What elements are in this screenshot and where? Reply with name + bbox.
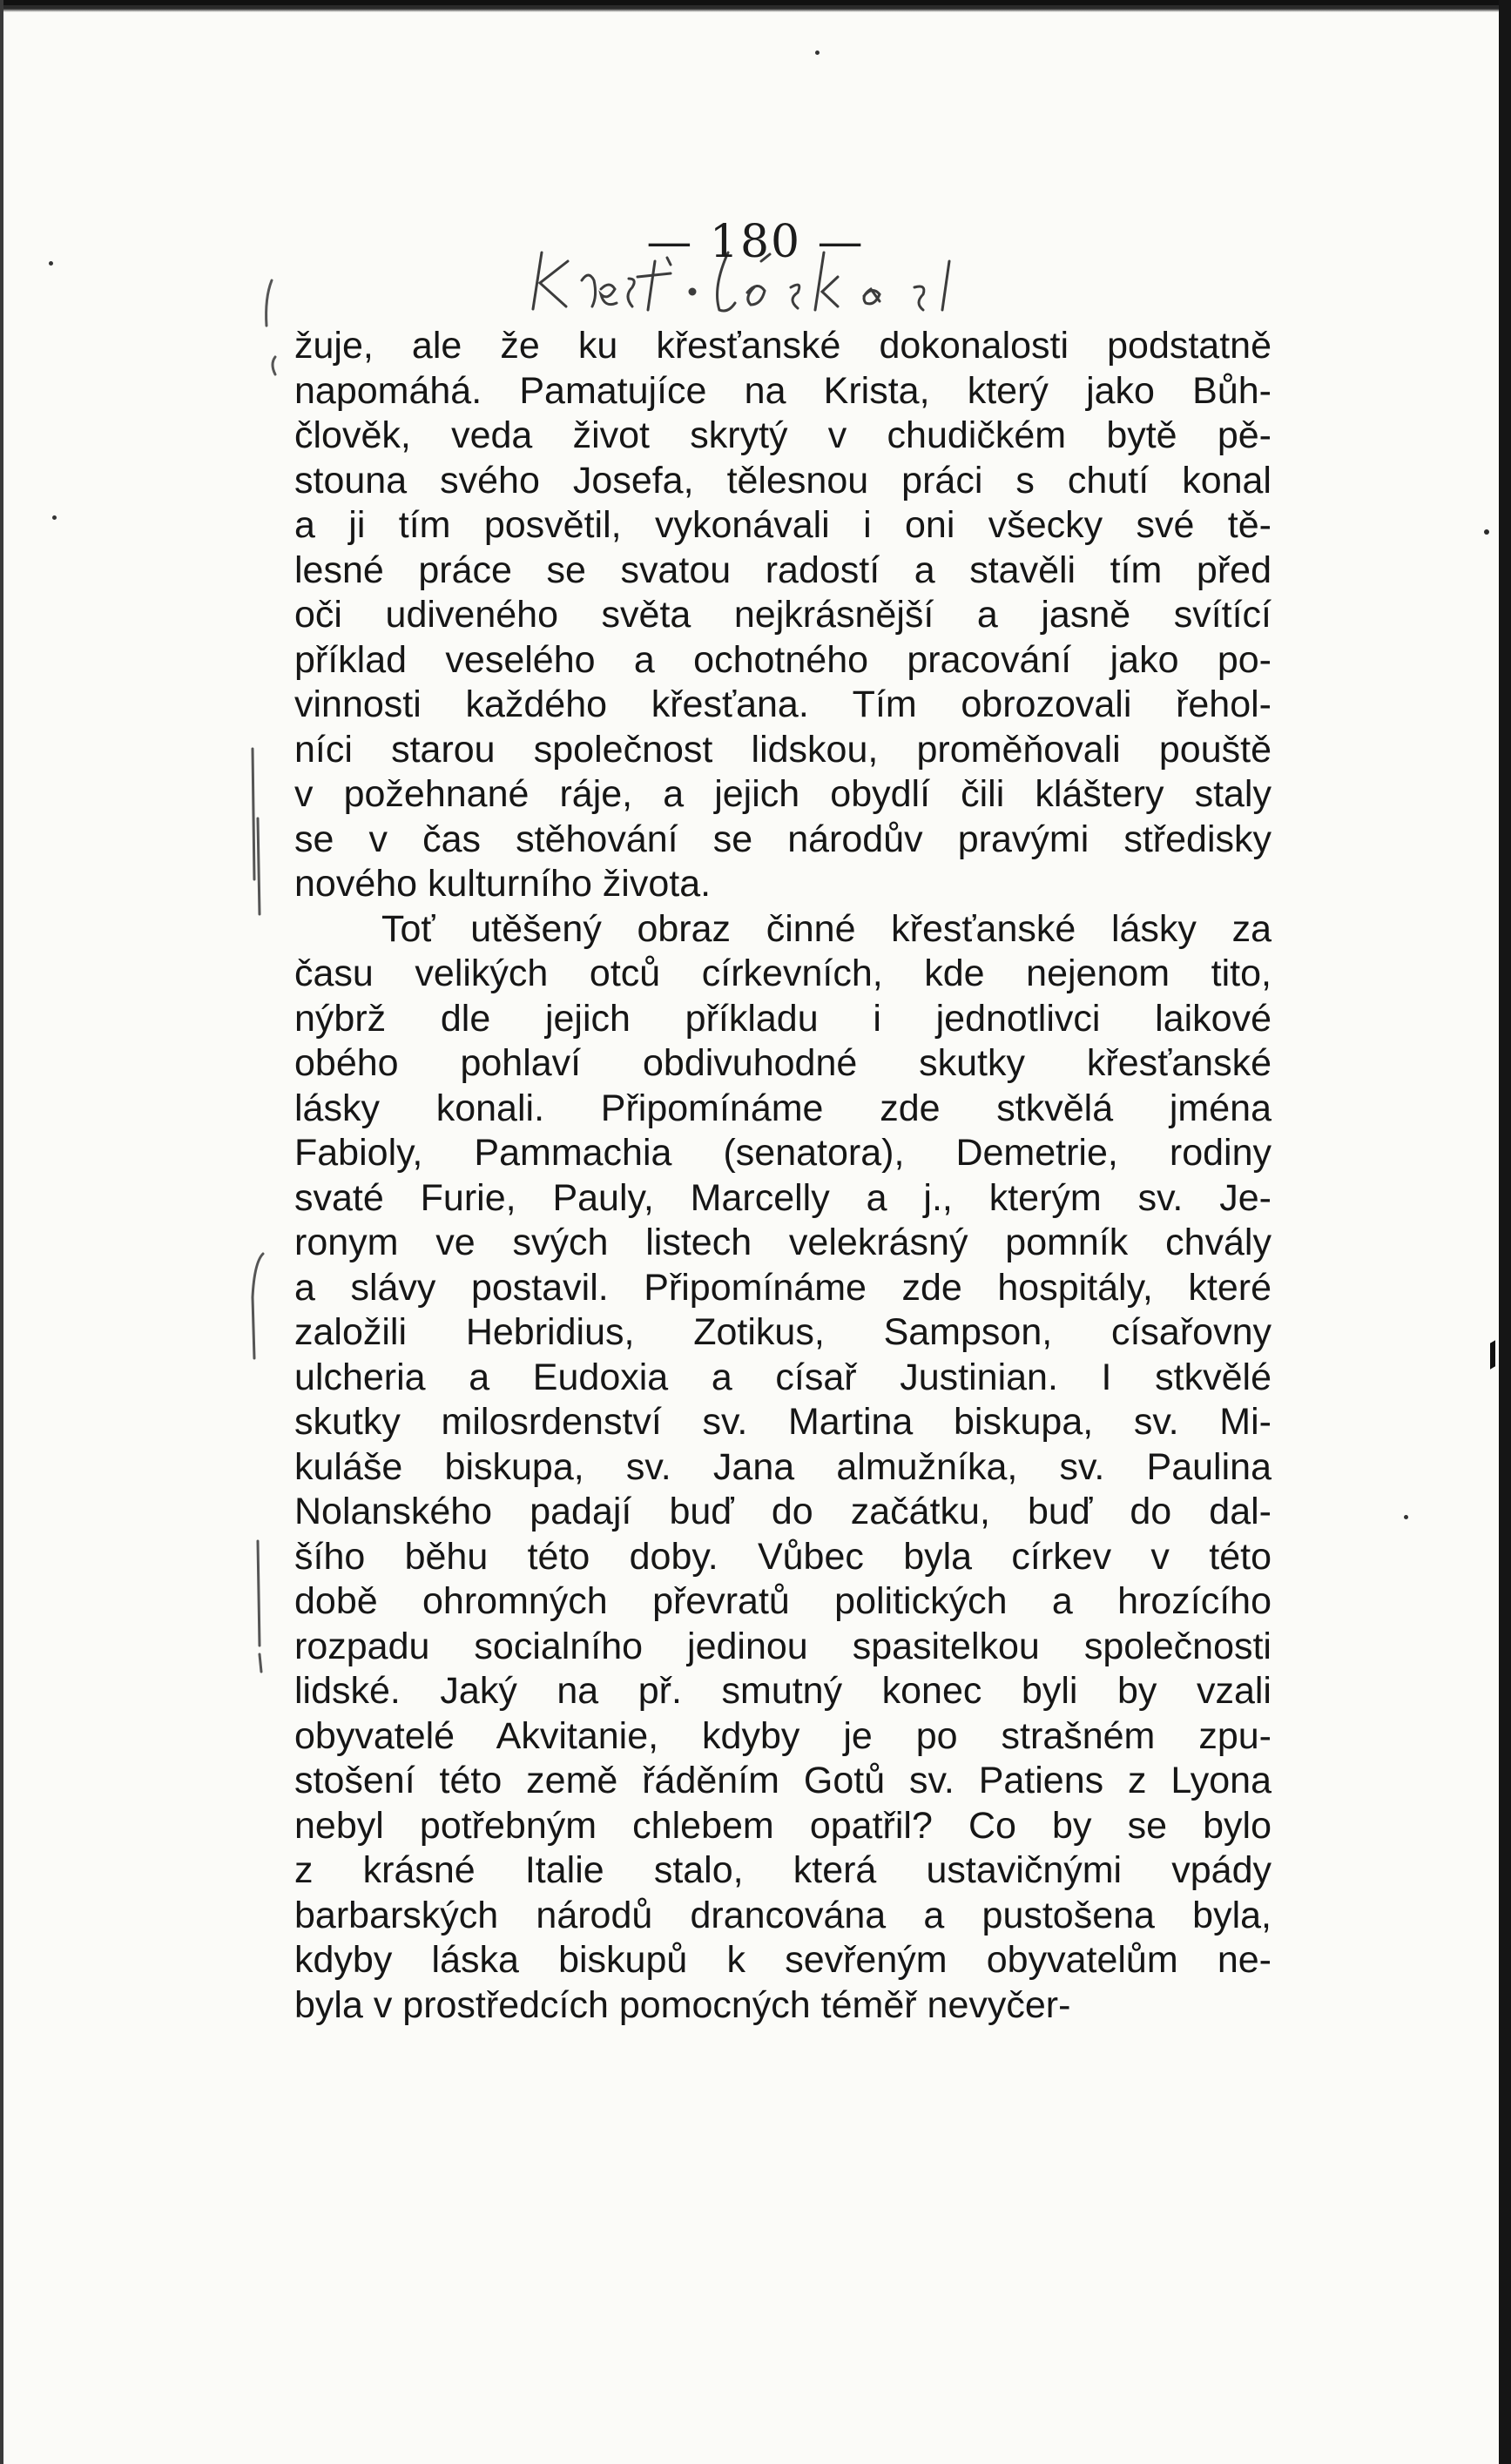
text-line: a ji tím posvětil, vykonávali i oni všecky své tě- [294,504,1272,546]
scan-speck [52,515,57,520]
text-line: a slávy postavil. Připomínáme zde hospitály, které [294,1266,1272,1309]
text-line: Fabioly, Pammachia (senatora), Demetrie, rodiny [294,1132,1272,1174]
text-line: lesné práce se svatou radostí a stavěli tím před [294,549,1272,591]
body-text [294,324,1272,2028]
text-line: založili Hebridius, Zotikus, Sampson, císařovny [294,1311,1272,1353]
text-line: nýbrž dle jejich příkladu i jednotlivci laikové [294,997,1272,1040]
text-line: svaté Furie, Pauly, Marcelly a j., kterým sv. Je- [294,1176,1272,1219]
text-line: byla v prostředcích pomocných téměř nevyčer- [294,1983,1071,2026]
text-line: stouna svého Josefa, tělesnou práci s chutí konal [294,459,1272,502]
text-line: lásky konali. Připomínáme zde stkvělá jména [294,1087,1272,1129]
scan-speck [1484,529,1489,535]
text-line: rozpadu socialního jedinou spasitelkou společnosti [294,1625,1272,1667]
margin-strokes [253,280,275,1672]
text-line: lidské. Jaký na př. smutný konec byli by vzali [294,1670,1272,1712]
scan-speck [1404,1515,1408,1519]
text-line: obého pohlaví obdivuhodné skutky křesťanské [294,1042,1272,1084]
text-line: nového kulturního života. [294,863,712,905]
text-line: níci starou společnost lidskou, proměňovali pouště [294,728,1272,771]
scan-edge-top [0,0,1511,12]
text-line: obyvatelé Akvitanie, kdyby je po strašném zpu- [294,1714,1272,1757]
text-line: se v čas stěhování se národův pravými středisky [294,818,1272,860]
scan-speck [815,50,820,55]
text-line: nebyl potřebným chlebem opatřil? Co by se bylo [294,1804,1272,1847]
text-line: z krásné Italie stalo, která ustavičnými vpády [294,1849,1272,1891]
text-line: příklad veselého a ochotného pracování jako po- [294,638,1272,681]
text-line: kdyby láska biskupů k sevřeným obyvatelům ne- [294,1939,1272,1981]
text-line: ulcheria a Eudoxia a císař Justinian. I stkvělé [294,1356,1272,1398]
text-line: skutky milosrdenství sv. Martina biskupa, sv. Mi- [294,1401,1272,1443]
text-line: době ohromných převratů politických a hrozícího [294,1580,1272,1622]
text-line: žuje, ale že ku křesťanské dokonalosti podstatně [294,325,1272,367]
page-number: — 180 — [646,216,865,268]
text-line: člověk, veda život skrytý v chudičkém bytě pě- [294,414,1272,456]
scan-edge-right [1495,0,1511,2464]
text-line: barbarských národů drancována a pustošena byla, [294,1894,1272,1936]
text-line: vinnosti každého křesťana. Tím obrozovali řehol- [294,683,1272,725]
text-line: v požehnané ráje, a jejich obydlí čili kláštery staly [294,773,1272,815]
text-line: Nolanského padají buď do začátku, buď do dal- [294,1491,1272,1532]
text-line: stošení této země řáděním Gotů sv. Patiens z Lyona [294,1760,1272,1801]
text-line: napomáhá. Pamatujíce na Krista, který jako Bůh- [294,369,1272,412]
text-line: kuláše biskupa, sv. Jana almužníka, sv. Paulina [294,1445,1272,1488]
text-line: času velikých otců církevních, kde nejenom tito, [294,953,1272,994]
text-line: ronym ve svých listech velekrásný pomník chvály [294,1222,1272,1263]
text-line: Toť utěšený obraz činné křesťanské lásky za [381,907,1272,950]
text-line: šího běhu této doby. Vůbec byla církev v této [294,1535,1272,1578]
text-line: oči udiveného světa nejkrásnější a jasně svítící [294,594,1272,636]
scan-edge-left [0,0,3,2464]
scan-edge-notch [1478,1340,1495,1377]
